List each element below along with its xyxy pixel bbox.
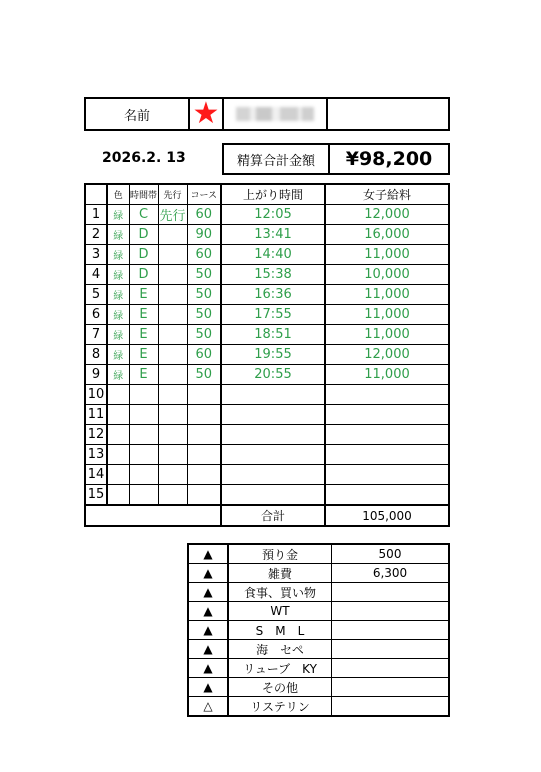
first-cell (158, 305, 187, 325)
table-row (85, 365, 449, 385)
finish-time-cell: 16:36 (221, 285, 325, 305)
pay-cell: 12,000 (325, 345, 449, 365)
color-cell: 緑 (107, 225, 129, 245)
finish-time-cell (221, 405, 325, 425)
course-cell: 60 (187, 205, 221, 225)
time-slot-cell (129, 405, 158, 425)
total-label: 合計 (221, 505, 325, 526)
course-cell: 50 (187, 265, 221, 285)
table-row (85, 385, 449, 405)
deduction-row (188, 621, 449, 640)
deduction-value (332, 583, 450, 602)
time-slot-cell (129, 385, 158, 405)
course-cell (187, 485, 221, 506)
color-cell: 緑 (107, 285, 129, 305)
deduction-symbol: ▲ (188, 621, 228, 640)
finish-time-cell (221, 425, 325, 445)
row-number: 6 (85, 305, 107, 325)
deduction-row (188, 697, 449, 717)
first-cell (158, 445, 187, 465)
row-number: 8 (85, 345, 107, 365)
pay-cell (325, 385, 449, 405)
deduction-value (332, 602, 450, 621)
first-cell (158, 425, 187, 445)
course-cell: 50 (187, 285, 221, 305)
deduction-value (332, 697, 450, 717)
total-row (85, 505, 449, 526)
course-cell (187, 385, 221, 405)
color-cell (107, 445, 129, 465)
finish-time-cell (221, 445, 325, 465)
row-number: 1 (85, 205, 107, 225)
time-slot-cell (129, 445, 158, 465)
pay-cell: 16,000 (325, 225, 449, 245)
pay-cell: 11,000 (325, 285, 449, 305)
course-cell (187, 425, 221, 445)
deduction-row (188, 640, 449, 659)
time-slot-cell: C (129, 205, 158, 225)
row-number: 14 (85, 465, 107, 485)
star-icon: ★ (189, 98, 223, 130)
color-cell (107, 425, 129, 445)
finish-time-cell (221, 385, 325, 405)
deduction-symbol: ▲ (188, 544, 228, 564)
course-cell (187, 405, 221, 425)
finish-time-cell: 12:05 (221, 205, 325, 225)
settlement-amount: ¥98,200 (329, 144, 449, 174)
pay-cell (325, 445, 449, 465)
finish-time-cell: 18:51 (221, 325, 325, 345)
row-number: 7 (85, 325, 107, 345)
first-cell (158, 385, 187, 405)
deduction-row (188, 678, 449, 697)
deduction-value: 500 (332, 544, 450, 564)
header-color: 色 (107, 184, 129, 205)
settlement-box (222, 143, 450, 175)
deduction-symbol: ▲ (188, 678, 228, 697)
row-number: 4 (85, 265, 107, 285)
deduction-label: その他 (228, 678, 332, 697)
deduction-label: 食事、買い物 (228, 583, 332, 602)
first-cell (158, 485, 187, 506)
table-row (85, 225, 449, 245)
table-row (85, 445, 449, 465)
row-number: 11 (85, 405, 107, 425)
deduction-row (188, 544, 449, 564)
deduction-symbol: ▲ (188, 602, 228, 621)
first-cell (158, 225, 187, 245)
color-cell (107, 405, 129, 425)
color-cell: 緑 (107, 325, 129, 345)
time-slot-cell (129, 425, 158, 445)
row-number: 15 (85, 485, 107, 506)
first-cell (158, 365, 187, 385)
table-row (85, 405, 449, 425)
deduction-row (188, 659, 449, 678)
row-number: 5 (85, 285, 107, 305)
first-cell: 先行 (158, 205, 187, 225)
deduction-value: 6,300 (332, 564, 450, 583)
deductions-table (187, 543, 450, 717)
first-cell (158, 245, 187, 265)
color-cell (107, 385, 129, 405)
pay-cell: 11,000 (325, 365, 449, 385)
table-row (85, 465, 449, 485)
header-pay: 女子給料 (325, 184, 449, 205)
report-date: 2026.2. 13 (102, 150, 186, 166)
time-slot-cell: E (129, 365, 158, 385)
color-cell: 緑 (107, 265, 129, 285)
course-cell: 60 (187, 345, 221, 365)
color-cell: 緑 (107, 205, 129, 225)
table-row (85, 205, 449, 225)
deduction-label: リステリン (228, 697, 332, 717)
course-cell: 50 (187, 325, 221, 345)
time-slot-cell: E (129, 305, 158, 325)
color-cell (107, 465, 129, 485)
time-slot-cell: E (129, 345, 158, 365)
work-record-table (84, 183, 450, 527)
course-cell: 50 (187, 305, 221, 325)
time-slot-cell: D (129, 245, 158, 265)
pay-cell (325, 425, 449, 445)
deduction-value (332, 659, 450, 678)
deduction-row (188, 583, 449, 602)
first-cell (158, 465, 187, 485)
course-cell: 90 (187, 225, 221, 245)
total-value: 105,000 (325, 505, 449, 526)
table-header-row (85, 184, 449, 205)
pay-cell: 11,000 (325, 305, 449, 325)
table-row (85, 285, 449, 305)
table-row (85, 325, 449, 345)
table-row (85, 265, 449, 285)
time-slot-cell: E (129, 325, 158, 345)
pay-cell: 12,000 (325, 205, 449, 225)
name-value-redacted (223, 98, 327, 130)
header-no (85, 184, 107, 205)
header-first: 先行 (158, 184, 187, 205)
first-cell (158, 265, 187, 285)
pay-cell (325, 485, 449, 506)
pay-cell (325, 465, 449, 485)
finish-time-cell: 13:41 (221, 225, 325, 245)
table-row (85, 305, 449, 325)
row-number: 10 (85, 385, 107, 405)
deduction-row (188, 602, 449, 621)
deduction-label: S M L (228, 621, 332, 640)
deduction-label: 預り金 (228, 544, 332, 564)
deduction-row (188, 564, 449, 583)
finish-time-cell (221, 465, 325, 485)
deduction-symbol: ▲ (188, 564, 228, 583)
header-course: コース (187, 184, 221, 205)
row-number: 9 (85, 365, 107, 385)
finish-time-cell: 15:38 (221, 265, 325, 285)
time-slot-cell (129, 465, 158, 485)
pay-cell (325, 405, 449, 425)
deduction-value (332, 621, 450, 640)
time-slot-cell: D (129, 225, 158, 245)
deduction-value (332, 640, 450, 659)
color-cell: 緑 (107, 245, 129, 265)
deduction-label: 雑費 (228, 564, 332, 583)
time-slot-cell: E (129, 285, 158, 305)
first-cell (158, 345, 187, 365)
redacted-name-blur (236, 107, 314, 121)
finish-time-cell (221, 485, 325, 506)
name-header-table (84, 97, 450, 131)
table-row (85, 485, 449, 506)
first-cell (158, 325, 187, 345)
header-time-slot: 時間帯 (129, 184, 158, 205)
deduction-label: 海 セペ (228, 640, 332, 659)
table-row (85, 245, 449, 265)
deduction-symbol: △ (188, 697, 228, 717)
first-cell (158, 405, 187, 425)
row-number: 13 (85, 445, 107, 465)
color-cell: 緑 (107, 305, 129, 325)
deduction-symbol: ▲ (188, 640, 228, 659)
name-extra-cell (327, 98, 449, 130)
pay-cell: 11,000 (325, 325, 449, 345)
color-cell: 緑 (107, 365, 129, 385)
table-row (85, 425, 449, 445)
course-cell: 60 (187, 245, 221, 265)
color-cell: 緑 (107, 345, 129, 365)
deduction-symbol: ▲ (188, 659, 228, 678)
time-slot-cell (129, 485, 158, 506)
finish-time-cell: 17:55 (221, 305, 325, 325)
header-finish-time: 上がり時間 (221, 184, 325, 205)
settlement-label: 精算合計金額 (223, 144, 329, 174)
finish-time-cell: 19:55 (221, 345, 325, 365)
deduction-value (332, 678, 450, 697)
course-cell (187, 445, 221, 465)
deduction-label: リューブ KY (228, 659, 332, 678)
course-cell (187, 465, 221, 485)
row-number: 2 (85, 225, 107, 245)
course-cell: 50 (187, 365, 221, 385)
color-cell (107, 485, 129, 506)
finish-time-cell: 14:40 (221, 245, 325, 265)
pay-cell: 11,000 (325, 245, 449, 265)
table-row (85, 345, 449, 365)
name-label: 名前 (85, 98, 189, 130)
row-number: 3 (85, 245, 107, 265)
first-cell (158, 285, 187, 305)
deduction-symbol: ▲ (188, 583, 228, 602)
deduction-label: WT (228, 602, 332, 621)
row-number: 12 (85, 425, 107, 445)
time-slot-cell: D (129, 265, 158, 285)
finish-time-cell: 20:55 (221, 365, 325, 385)
pay-cell: 10,000 (325, 265, 449, 285)
